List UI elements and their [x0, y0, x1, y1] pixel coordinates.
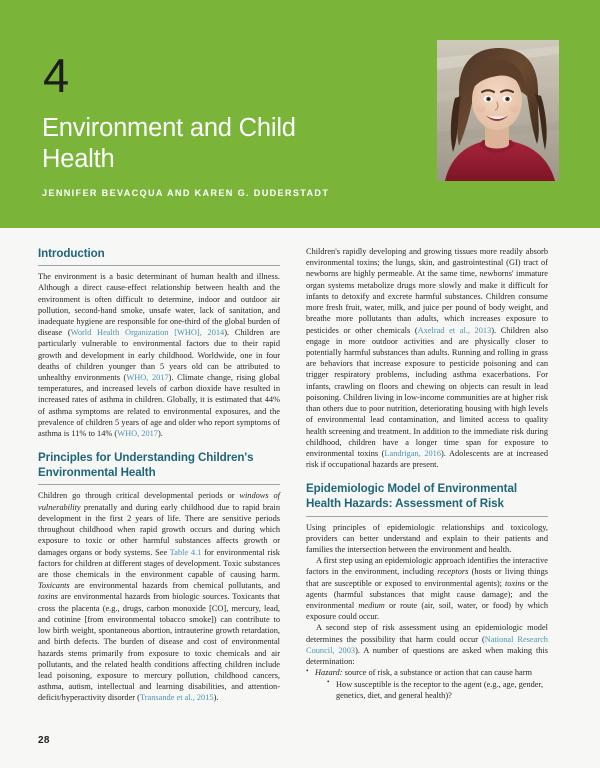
citation-who-2017-b[interactable]: WHO, 2017 — [117, 429, 158, 439]
right-text-column — [306, 246, 548, 701]
text-run: or the agents (harmful substances that might cause damage); and the environmental — [306, 578, 548, 611]
text-run: Children's rapidly developing and growing tissues more readily absorb environmental toxins; the lungs, skin, and gastrointestinal (GI) tract of newborns are highly permeable. At the same time, newborns' immature organ systems metabolize drugs more slowly and make it difficult for infants to detoxify and excrete harmful substances. Children consume more fresh fruit, water, milk, and juice per pound of body weight, and breathe more pollutants than adults, which increases exposure to pesticides or other chemicals ( — [306, 247, 548, 335]
paragraph-first-step — [306, 555, 548, 622]
citation-national-research-council[interactable]: National Research Council, 2003 — [306, 634, 548, 655]
paragraph-principles — [38, 490, 280, 703]
text-run: ). — [157, 429, 163, 439]
page-body — [0, 228, 600, 768]
risk-question-list — [306, 667, 548, 701]
chapter-number: 4 — [43, 49, 70, 102]
citation-who-2017-a[interactable]: WHO, 2017 — [126, 373, 169, 383]
citation-who-2014[interactable]: World Health Organization [WHO], 2014 — [70, 328, 225, 338]
text-run: ). Climate change, rising global temperatures, and increased levels of carbon dioxide have resulted in increased rates of asthma in children. Globally, it is estimated that 44% of asthma symptoms are related to environmental exposures, and the prevalence of children 5 years of age and older who report symptoms of asthma is 11% to 14% ( — [38, 373, 280, 439]
emphasis-receptors: receptors — [437, 567, 469, 577]
paragraph-child-susceptibility — [306, 246, 548, 470]
citation-transande[interactable]: Transande et al., 2015 — [139, 693, 214, 703]
emphasis-toxins: toxins — [38, 592, 58, 602]
paragraph-using-principles: Using principles of epidemiologic relationships and toxicology, providers can better understand and explain to their patients and families the intersection between the environment and health. — [306, 522, 548, 554]
text-run: A first step using an epidemiologic approach identifies the interactive factors in the environment, including — [306, 556, 548, 577]
heading-principles: Principles for Understanding Children's Environmental Health — [38, 450, 280, 485]
text-run: ). Children also engage in more outdoor activities and are physically closer to potentially harmful substances than adults. Running and rolling in grass are behaviors that increase exposure to pesticide poisoning and can trigger respiratory problems, including asthma exacerbations. For infants, crawling on floors and chewing on objects can result in lead poisoning. Children living in low-income communities are at higher risk than others due to poor nutrition, deteriorating housing with high levels of environmental lead contamination, and limited access to quality health screening and treatment. In addition to the immediate risk during childhood, children have a longer time span for exposure to environmental toxins ( — [306, 325, 548, 458]
paragraph-introduction — [38, 271, 280, 439]
chapter-header-banner — [0, 0, 600, 228]
text-run: or route (air, soil, water, or food) by which exposure could occur. — [306, 601, 548, 622]
emphasis-toxins-2: toxins — [504, 578, 525, 588]
text-run: ). A number of questions are asked when making this determination: — [306, 645, 549, 667]
text-run: Children go through critical developmental periods or — [38, 491, 240, 501]
heading-epidemiologic-model: Epidemiologic Model of Environmental Health Hazards: Assessment of Risk — [306, 481, 548, 516]
citation-table-4-1[interactable]: Table 4.1 — [169, 547, 202, 557]
left-text-column — [38, 246, 280, 704]
text-run: The environment is a basic determinant of human health and illness. Although a direct cause-effect relationship between health and the environment is often difficult to determine, indoor and outdoor air pollution, second-hand smoke, unsafe water, lack of sanitation, and inadequate hygiene are responsible for one-third of the global burden of disease ( — [38, 272, 280, 338]
bullet-hazard-label: Hazard: — [315, 668, 343, 678]
emphasis-toxicants: Toxicants — [38, 581, 70, 591]
text-run: ). — [213, 693, 219, 703]
spacer — [306, 470, 548, 481]
text-run: ). Adolescents are at increased risk if occupational hazards are present. — [306, 448, 548, 470]
chapter-authors: JENNIFER BEVACQUA AND KAREN G. DUDERSTADT — [42, 188, 330, 198]
text-run: are environmental hazards from biologic sources. Toxicants that cross the placenta (e.g., drugs, carbon monoxide [CO], mercury, lead, and cotinine [from environmental tobacco smoke]) can contribute to low birth weight, spontaneous abortion, intrauterine growth retardation, and birth defects. The burden of disease and cost of environmental hazards stems primarily from exposure to toxic chemicals and air pollutants, and the related health conditions affecting children include lead poisoning, exposure to mercury pollution, childhood cancers, asthma, autism, intellectual and learning disabilities, and attention-deficit/hyperactivity disorder ( — [38, 592, 280, 703]
list-item — [306, 667, 548, 701]
text-run: (hosts or living things that are susceptible or exposed to environmental agents); — [306, 567, 548, 588]
list-item: • How susceptible is the receptor to the agent (e.g., age, gender, genetics, diet, and general health)? — [327, 679, 548, 701]
heading-introduction: Introduction — [38, 246, 280, 266]
paragraph-second-step — [306, 622, 548, 667]
photo-artwork — [437, 40, 559, 181]
text-run: A second step of risk assessment using an epidemiologic model determines the possibility that harm could occur ( — [306, 623, 548, 644]
bullet-hazard-text: source of risk, a substance or action that can cause harm — [342, 668, 533, 678]
emphasis-medium: medium — [358, 601, 385, 611]
page-number: 28 — [38, 735, 50, 746]
citation-landrigan[interactable]: Landrigan, 2016 — [384, 448, 442, 458]
spacer — [38, 439, 280, 450]
emphasis-windows-of-vulnerability: windows of vulnerability — [38, 491, 280, 512]
text-run: prenatally and during early childhood due to rapid brain development in the first 2 years of life. There are sensitive periods throughout childhood when rapid growth occurs and during which exposure to toxic or other harmful substances affects growth or damages organs or body systems. See — [38, 502, 280, 557]
text-run: for environmental risk factors for children at different stages of development. Toxic substances are those chemicals in the environment capable of causing harm. — [38, 547, 280, 579]
smiling-girl-photo — [437, 40, 559, 181]
page-title: Environment and Child Health — [42, 114, 296, 174]
risk-question-sublist — [327, 679, 548, 701]
text-run: ). Children are particularly vulnerable to environmental factors due to their rapid growth and development in early childhood. Worldwide, one in four deaths of children younger than 5 years old can be attributed to unhealthy environments ( — [38, 328, 280, 383]
citation-axelrad[interactable]: Axelrad et al., 2013 — [417, 325, 492, 335]
text-run: are environmental hazards from chemical pollutants, and — [69, 581, 280, 591]
